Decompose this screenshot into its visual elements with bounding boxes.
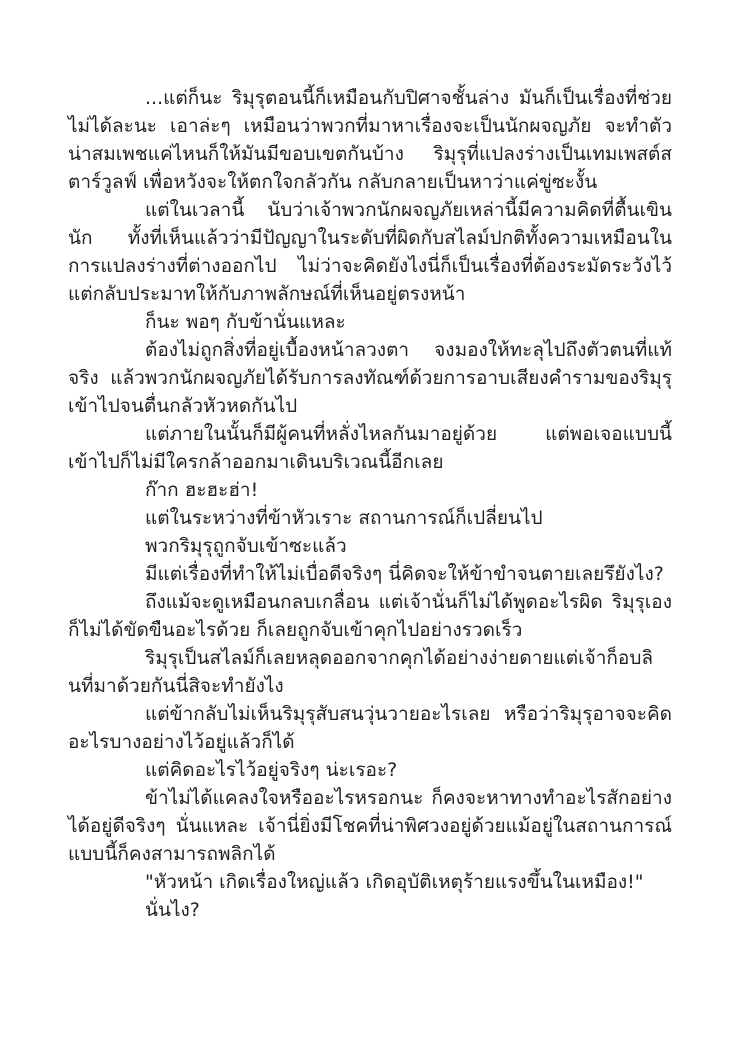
paragraph: ถึงแม้จะดูเหมือนกลบเกลื่อน แต่เจ้านั่นก็ไม่ได้พูดอะไรผิด ริมุรุเองก็ไม่ได้ขัดขืนอะไรด้วย ก็เลยถูกจับเข้าคุกไปอย่างรวดเร็ว	[68, 591, 672, 641]
paragraph: ...แต่ก็นะ ริมุรุตอนนี้ก็เหมือนกับปิศาจชั้นล่าง มันก็เป็นเรื่องที่ช่วยไม่ได้ละนะ เอาล่ะๆ เหมือนว่าพวกที่มาหาเรื่องจะเป็นนักผจญภัย จะทำตัวน่าสมเพชแค่ไหนก็ให้มันมีขอบเขตกันบ้าง ริมุรุที่แปลงร่างเป็นเทมเพสต์สตาร์วูลฟ์ เพื่อหวังจะให้ตกใจกลัวกัน กลับกลายเป็นหาว่าแค่ขู่ซะงั้น	[68, 87, 672, 193]
paragraph: แต่ในเวลานี้ นับว่าเจ้าพวกนักผจญภัยเหล่านี้มีความคิดที่ตื้นเขินนัก ทั้งที่เห็นแล้วว่ามีปัญญาในระดับที่ผิดกับสไลม์ปกติทั้งความเหมือนในการแปลงร่างที่ต่างออกไป ไม่ว่าจะคิดยังไงนี่ก็เป็นเรื่องที่ต้องระมัดระวังไว้ แต่กลับประมาทให้กับภาพลักษณ์ที่เห็นอยู่ตรงหน้า	[68, 199, 672, 305]
paragraph: ข้าไม่ได้แคลงใจหรืออะไรหรอกนะ ก็คงจะหาทางทำอะไรสักอย่างได้อยู่ดีจริงๆ นั่นแหละ เจ้านี่ยิ่งมีโชคที่น่าพิศวงอยู่ด้วยแม้อยู่ในสถานการณ์แบบนี้ก็คงสามารถพลิกได้	[68, 787, 672, 865]
paragraph: ก๊าก ฮะฮะฮ่า!	[145, 479, 259, 501]
paragraph: "หัวหน้า เกิดเรื่องใหญ่แล้ว เกิดอุบัติเหตุร้ายแรงขึ้นในเหมือง!"	[145, 871, 644, 893]
paragraph: แต่ในระหว่างที่ข้าหัวเราะ สถานการณ์ก็เปลี่ยนไป	[145, 507, 543, 529]
paragraph: แต่ภายในนั้นก็มีผู้คนที่หลั่งไหลกันมาอยู่ด้วย แต่พอเจอแบบนี้เข้าไปก็ไม่มีใครกล้าออกมาเดินบริเวณนี้อีกเลย	[68, 423, 672, 473]
paragraph: มีแต่เรื่องที่ทำให้ไม่เบื่อดีจริงๆ นี่คิดจะให้ข้าขำจนตายเลยรึยังไง?	[145, 563, 664, 585]
paragraph: นั่นไง?	[145, 899, 200, 921]
paragraph: แต่ข้ากลับไม่เห็นริมุรุสับสนวุ่นวายอะไรเลย หรือว่าริมุรุอาจจะคิดอะไรบางอย่างไว้อยู่แล้วก็ได้	[68, 703, 672, 753]
paragraph: ต้องไม่ถูกสิ่งที่อยู่เบื้องหน้าลวงตา จงมองให้ทะลุไปถึงตัวตนที่แท้จริง แล้วพวกนักผจญภัยได้รับการลงทัณฑ์ด้วยการอาบเสียงคำรามของริมุรุเข้าไปจนตื่นกลัวหัวหดกันไป	[68, 339, 672, 417]
paragraph: พวกริมุรุถูกจับเข้าซะแล้ว	[145, 535, 347, 557]
paragraph: ก็นะ พอๆ กับข้านั่นแหละ	[145, 311, 346, 333]
paragraph: แต่คิดอะไรไว้อยู่จริงๆ น่ะเรอะ?	[145, 759, 398, 781]
paragraph: ริมุรุเป็นสไลม์ก็เลยหลุดออกจากคุกได้อย่างง่ายดายแต่เจ้าก็อบลินที่มาด้วยกันนี่สิจะทำยังไง	[68, 647, 654, 697]
